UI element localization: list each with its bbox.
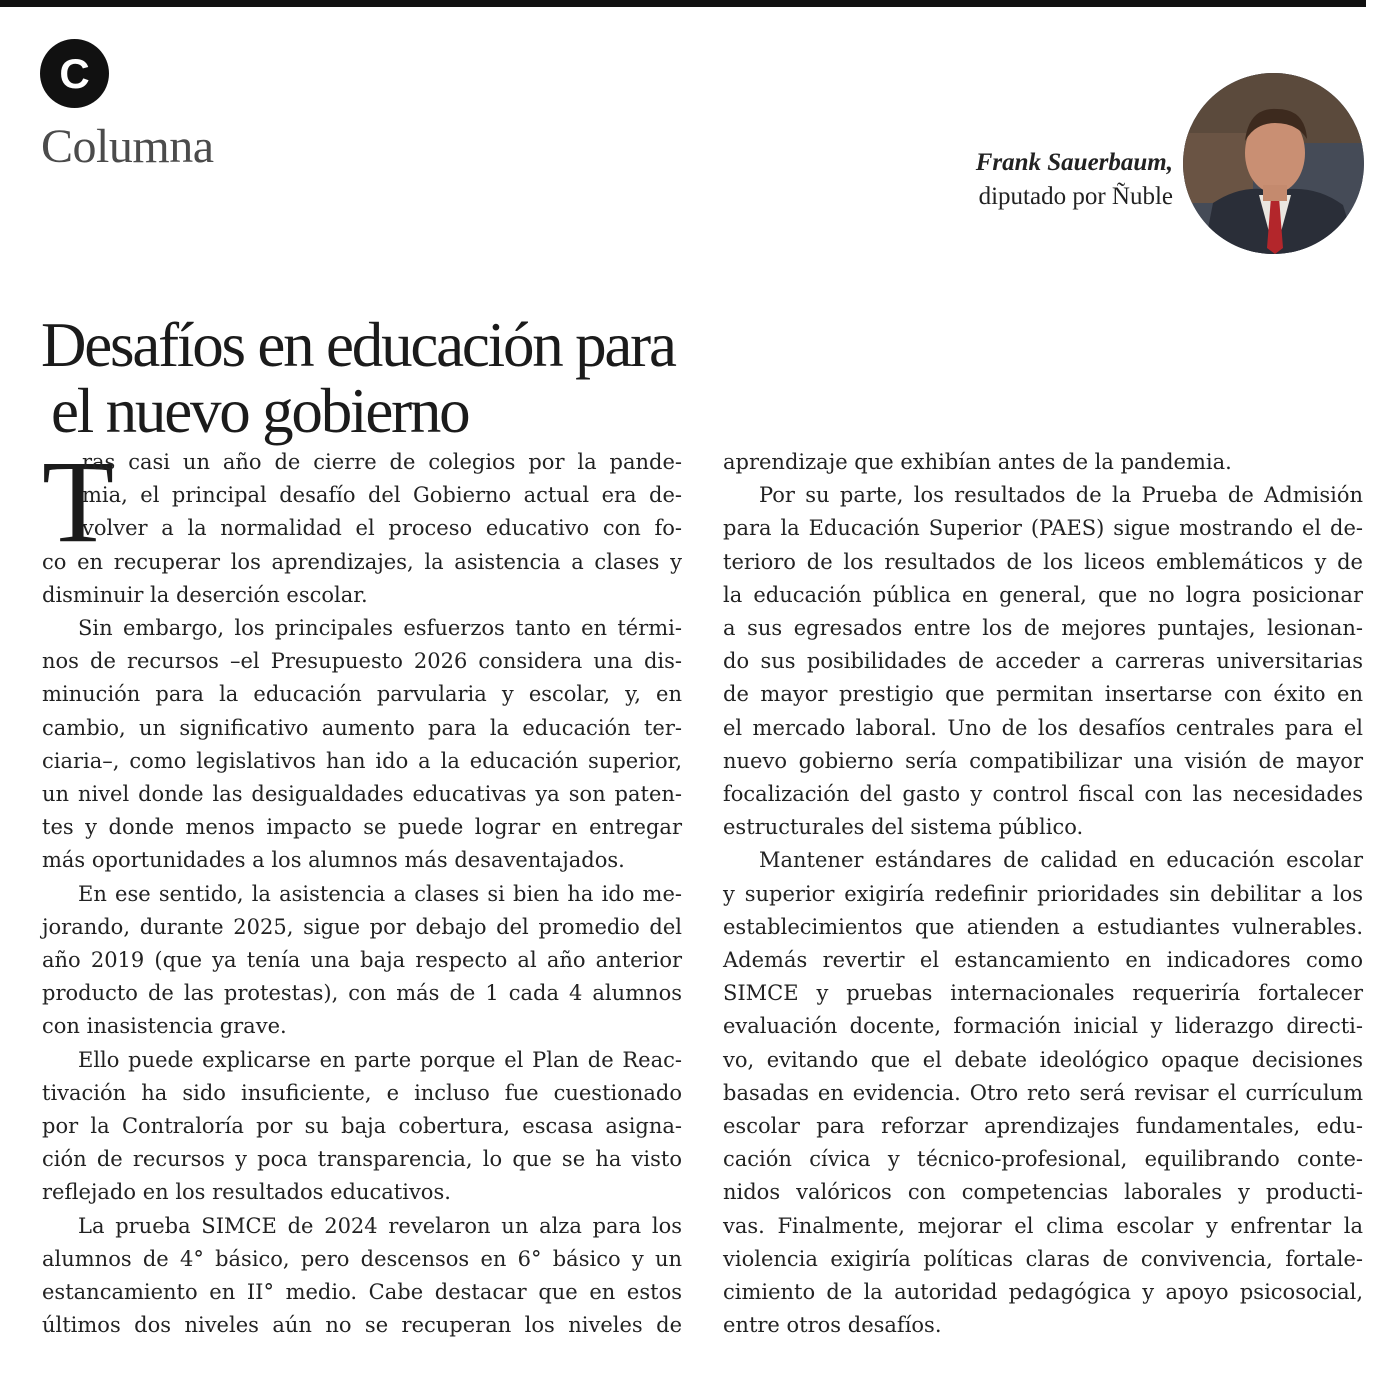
text-line: alumnos de 4° básico, pero descensos en 6° básico y un: [42, 1246, 682, 1271]
headline: [41, 310, 941, 447]
text-line: jorando, durante 2025, sigue por debajo del promedio del: [42, 914, 682, 939]
text-line: focalización del gasto y control fiscal con las necesidades: [723, 782, 1363, 807]
text-line: Además revertir el estancamiento en indicadores como: [723, 948, 1363, 973]
text-line: entre otros desafíos.: [723, 1313, 942, 1338]
text-line: do sus posibilidades de acceder a carreras universitarias: [723, 649, 1363, 674]
text-line: Sin embargo, los principales esfuerzos tanto en térmi-: [78, 616, 682, 641]
text-line: cación cívica y técnico-profesional, equilibrando conte-: [723, 1147, 1363, 1172]
text-line: volver a la normalidad el proceso educativo con fo-: [82, 516, 682, 541]
text-line: disminuir la deserción escolar.: [42, 582, 368, 607]
headline-line-1: Desafíos en educación para: [41, 310, 675, 381]
text-line: Ello puede explicarse en parte porque el Plan de Reac-: [78, 1047, 682, 1072]
article-column-left: [42, 436, 682, 1342]
text-line: para la Educación Superior (PAES) sigue mostrando el de-: [723, 516, 1363, 541]
text-line: basadas en evidencia. Otro reto será revisar el currículum: [723, 1080, 1363, 1105]
text-line: Mantener estándares de calidad en educación escolar: [759, 848, 1363, 873]
article-column-right: [723, 446, 1363, 1342]
text-line: cimiento de la autoridad pedagógica y apoyo psicosocial,: [723, 1280, 1363, 1305]
dropcap: T: [42, 436, 115, 567]
text-line: y superior exigiría redefinir prioridades sin debilitar a los: [723, 881, 1363, 906]
text-line: Por su parte, los resultados de la Prueba de Admisión: [759, 483, 1363, 508]
text-line: a sus egresados entre los de mejores puntajes, lesionan-: [723, 616, 1363, 641]
text-line: vo, evitando que el debate ideológico opaque decisiones: [723, 1047, 1363, 1072]
text-line: nidos valóricos con competencias laborales y producti-: [723, 1180, 1363, 1205]
text-line: nuevo gobierno sería compatibilizar una visión de mayor: [723, 748, 1363, 773]
author-portrait-icon: [1183, 73, 1364, 254]
text-line: tes y donde menos impacto se puede lograr en entregar: [42, 815, 682, 840]
text-line: mia, el principal desafío del Gobierno actual era de-: [82, 483, 682, 508]
text-line: año 2019 (que ya tenía una baja respecto al año anterior: [42, 948, 682, 973]
text-line: La prueba SIMCE de 2024 revelaron un alza para los: [78, 1213, 682, 1238]
text-line: tivación ha sido insuficiente, e incluso fue cuestionado: [42, 1080, 682, 1105]
section-label: Columna: [41, 120, 214, 173]
author-name: Frank Sauerbaum,: [975, 149, 1173, 176]
text-line: estructurales del sistema público.: [723, 815, 1084, 840]
text-line: estancamiento en II° medio. Cabe destacar que en estos: [42, 1280, 682, 1305]
text-line: un nivel donde las desigualdades educativas ya son paten-: [42, 782, 682, 807]
text-line: terioro de los resultados de los liceos emblemáticos y de: [723, 549, 1363, 574]
text-line: violencia exigiría políticas claras de convivencia, fortale-: [723, 1246, 1363, 1271]
text-line: ras casi un año de cierre de colegios por la pande-: [82, 450, 682, 474]
text-line: cambio, un significativo aumento para la educación ter-: [42, 715, 682, 740]
text-line: últimos dos niveles aún no se recuperan los niveles de: [42, 1313, 682, 1338]
text-line: ciaria–, como legislativos han ido a la educación superior,: [42, 748, 682, 773]
text-line: producto de las protestas), con más de 1 cada 4 alumnos: [42, 981, 682, 1006]
text-line: vas. Finalmente, mejorar el clima escolar y enfrentar la: [723, 1213, 1363, 1238]
text-line: co en recuperar los aprendizajes, la asistencia a clases y: [42, 549, 682, 574]
headline-line-2: el nuevo gobierno: [51, 376, 469, 447]
text-line: SIMCE y pruebas internacionales requeriría fortalecer: [723, 981, 1363, 1006]
badge-letter: C: [59, 49, 90, 97]
byline: [976, 146, 1173, 214]
text-line: la educación pública en general, que no logra posicionar: [723, 582, 1363, 607]
text-line: ción de recursos y poca transparencia, lo que se ha visto: [42, 1147, 682, 1172]
text-line: escolar para reforzar aprendizajes fundamentales, edu-: [723, 1114, 1363, 1139]
text-line: el mercado laboral. Uno de los desafíos centrales para el: [723, 715, 1363, 740]
top-rule: [0, 0, 1366, 7]
author-role: diputado por Ñuble: [978, 183, 1173, 210]
text-line: con inasistencia grave.: [42, 1014, 287, 1039]
text-line: En ese sentido, la asistencia a clases si bien ha ido me-: [78, 881, 682, 906]
text-line: reflejado en los resultados educativos.: [42, 1180, 451, 1205]
column-badge-icon: [40, 39, 109, 108]
text-line: aprendizaje que exhibían antes de la pandemia.: [723, 450, 1232, 474]
text-line: más oportunidades a los alumnos más desaventajados.: [42, 848, 625, 873]
text-line: evaluación docente, formación inicial y liderazgo directi-: [723, 1014, 1363, 1039]
text-line: establecimientos que atienden a estudiantes vulnerables.: [723, 914, 1363, 939]
text-line: de mayor prestigio que permitan insertarse con éxito en: [723, 682, 1363, 707]
text-line: por la Contraloría por su baja cobertura, escasa asigna-: [42, 1114, 682, 1139]
text-line: nos de recursos –el Presupuesto 2026 considera una dis-: [42, 649, 682, 674]
text-line: minución para la educación parvularia y escolar, y, en: [42, 682, 682, 707]
